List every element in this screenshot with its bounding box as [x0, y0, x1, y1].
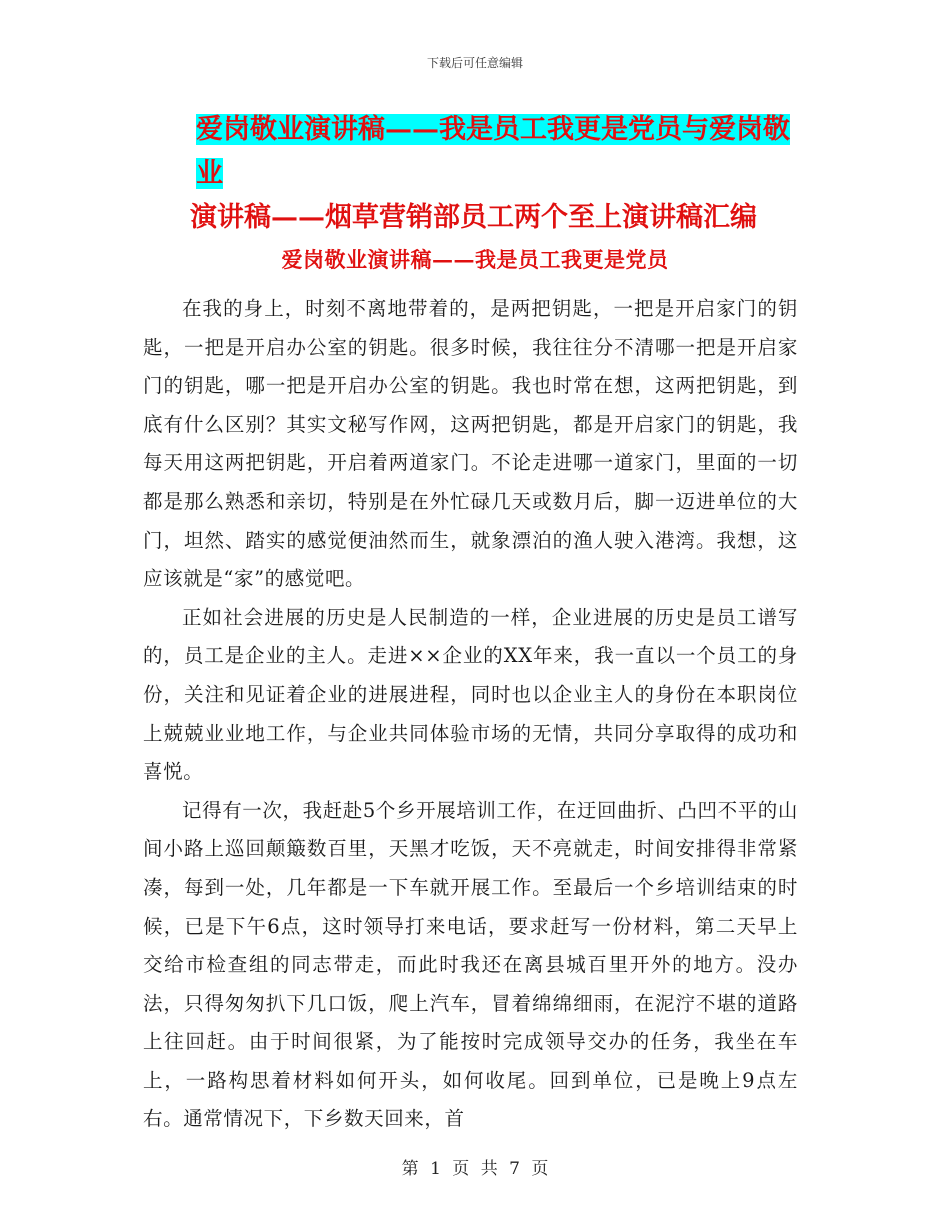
- title-highlight: 爱岗敬业演讲稿——我是员工我更是党员与爱岗敬业: [196, 114, 790, 189]
- document-title-line-2: 演讲稿——烟草营销部员工两个至上演讲稿汇编: [190, 202, 757, 233]
- paragraph-2: 正如社会进展的历史是人民制造的一样，企业进展的历史是员工谱写的，员工是企业的主人。走进××企业的XX年来，我一直以一个员工的身份，关注和见证着企业的进展进程，同时也以企业主人的身份在本职岗位上兢兢业业地工作，与企业共同体验市场的无情，共同分享取得的成功和喜悦。: [143, 605, 798, 784]
- header-note: 下载后可任意编辑: [426, 56, 523, 70]
- document-title-line-1: [190, 108, 810, 196]
- section-title: 爱岗敬业演讲稿——我是员工我更是党员: [281, 247, 669, 272]
- document-title: [190, 108, 810, 240]
- page-number-footer: 第 1 页 共 7 页: [401, 1159, 549, 1179]
- paragraph-1: 在我的身上，时刻不离地带着的，是两把钥匙，一把是开启家门的钥匙，一把是开启办公室的钥匙。很多时候，我往往分不清哪一把是开启家门的钥匙，哪一把是开启办公室的钥匙。我也时常在想，这两把钥匙，到底有什么区别？其实文秘写作网，这两把钥匙，都是开启家门的钥匙，我每天用这两把钥匙，开启着两道家门。不论走进哪一道家门，里面的一切都是那么熟悉和亲切，特别是在外忙碌几天或数月后，脚一迈进单位的大门，坦然、踏实的感觉便油然而生，就象漂泊的渔人驶入港湾。我想，这应该就是“家”的感觉吧。: [143, 297, 798, 591]
- paragraph-3: 记得有一次，我赶赴5个乡开展培训工作，在迂回曲折、凸凹不平的山间小路上巡回颠簸数百里，天黑才吃饭，天不亮就走，时间安排得非常紧凑，每到一处，几年都是一下车就开展工作。至最后一个乡培训结束的时候，已是下午6点，这时领导打来电话，要求赶写一份材料，第二天早上交给市检查组的同志带走，而此时我还在离县城百里开外的地方。没办法，只得匆匆扒下几口饭，爬上汽车，冒着绵绵细雨，在泥泞不堪的道路上往回赶。由于时间很紧，为了能按时完成领导交办的任务，我坐在车上，一路构思着材料如何开头，如何收尾。回到单位，已是晚上9点左右。通常情况下，下乡数天回来，首: [143, 798, 799, 1131]
- document-body: [143, 290, 798, 1139]
